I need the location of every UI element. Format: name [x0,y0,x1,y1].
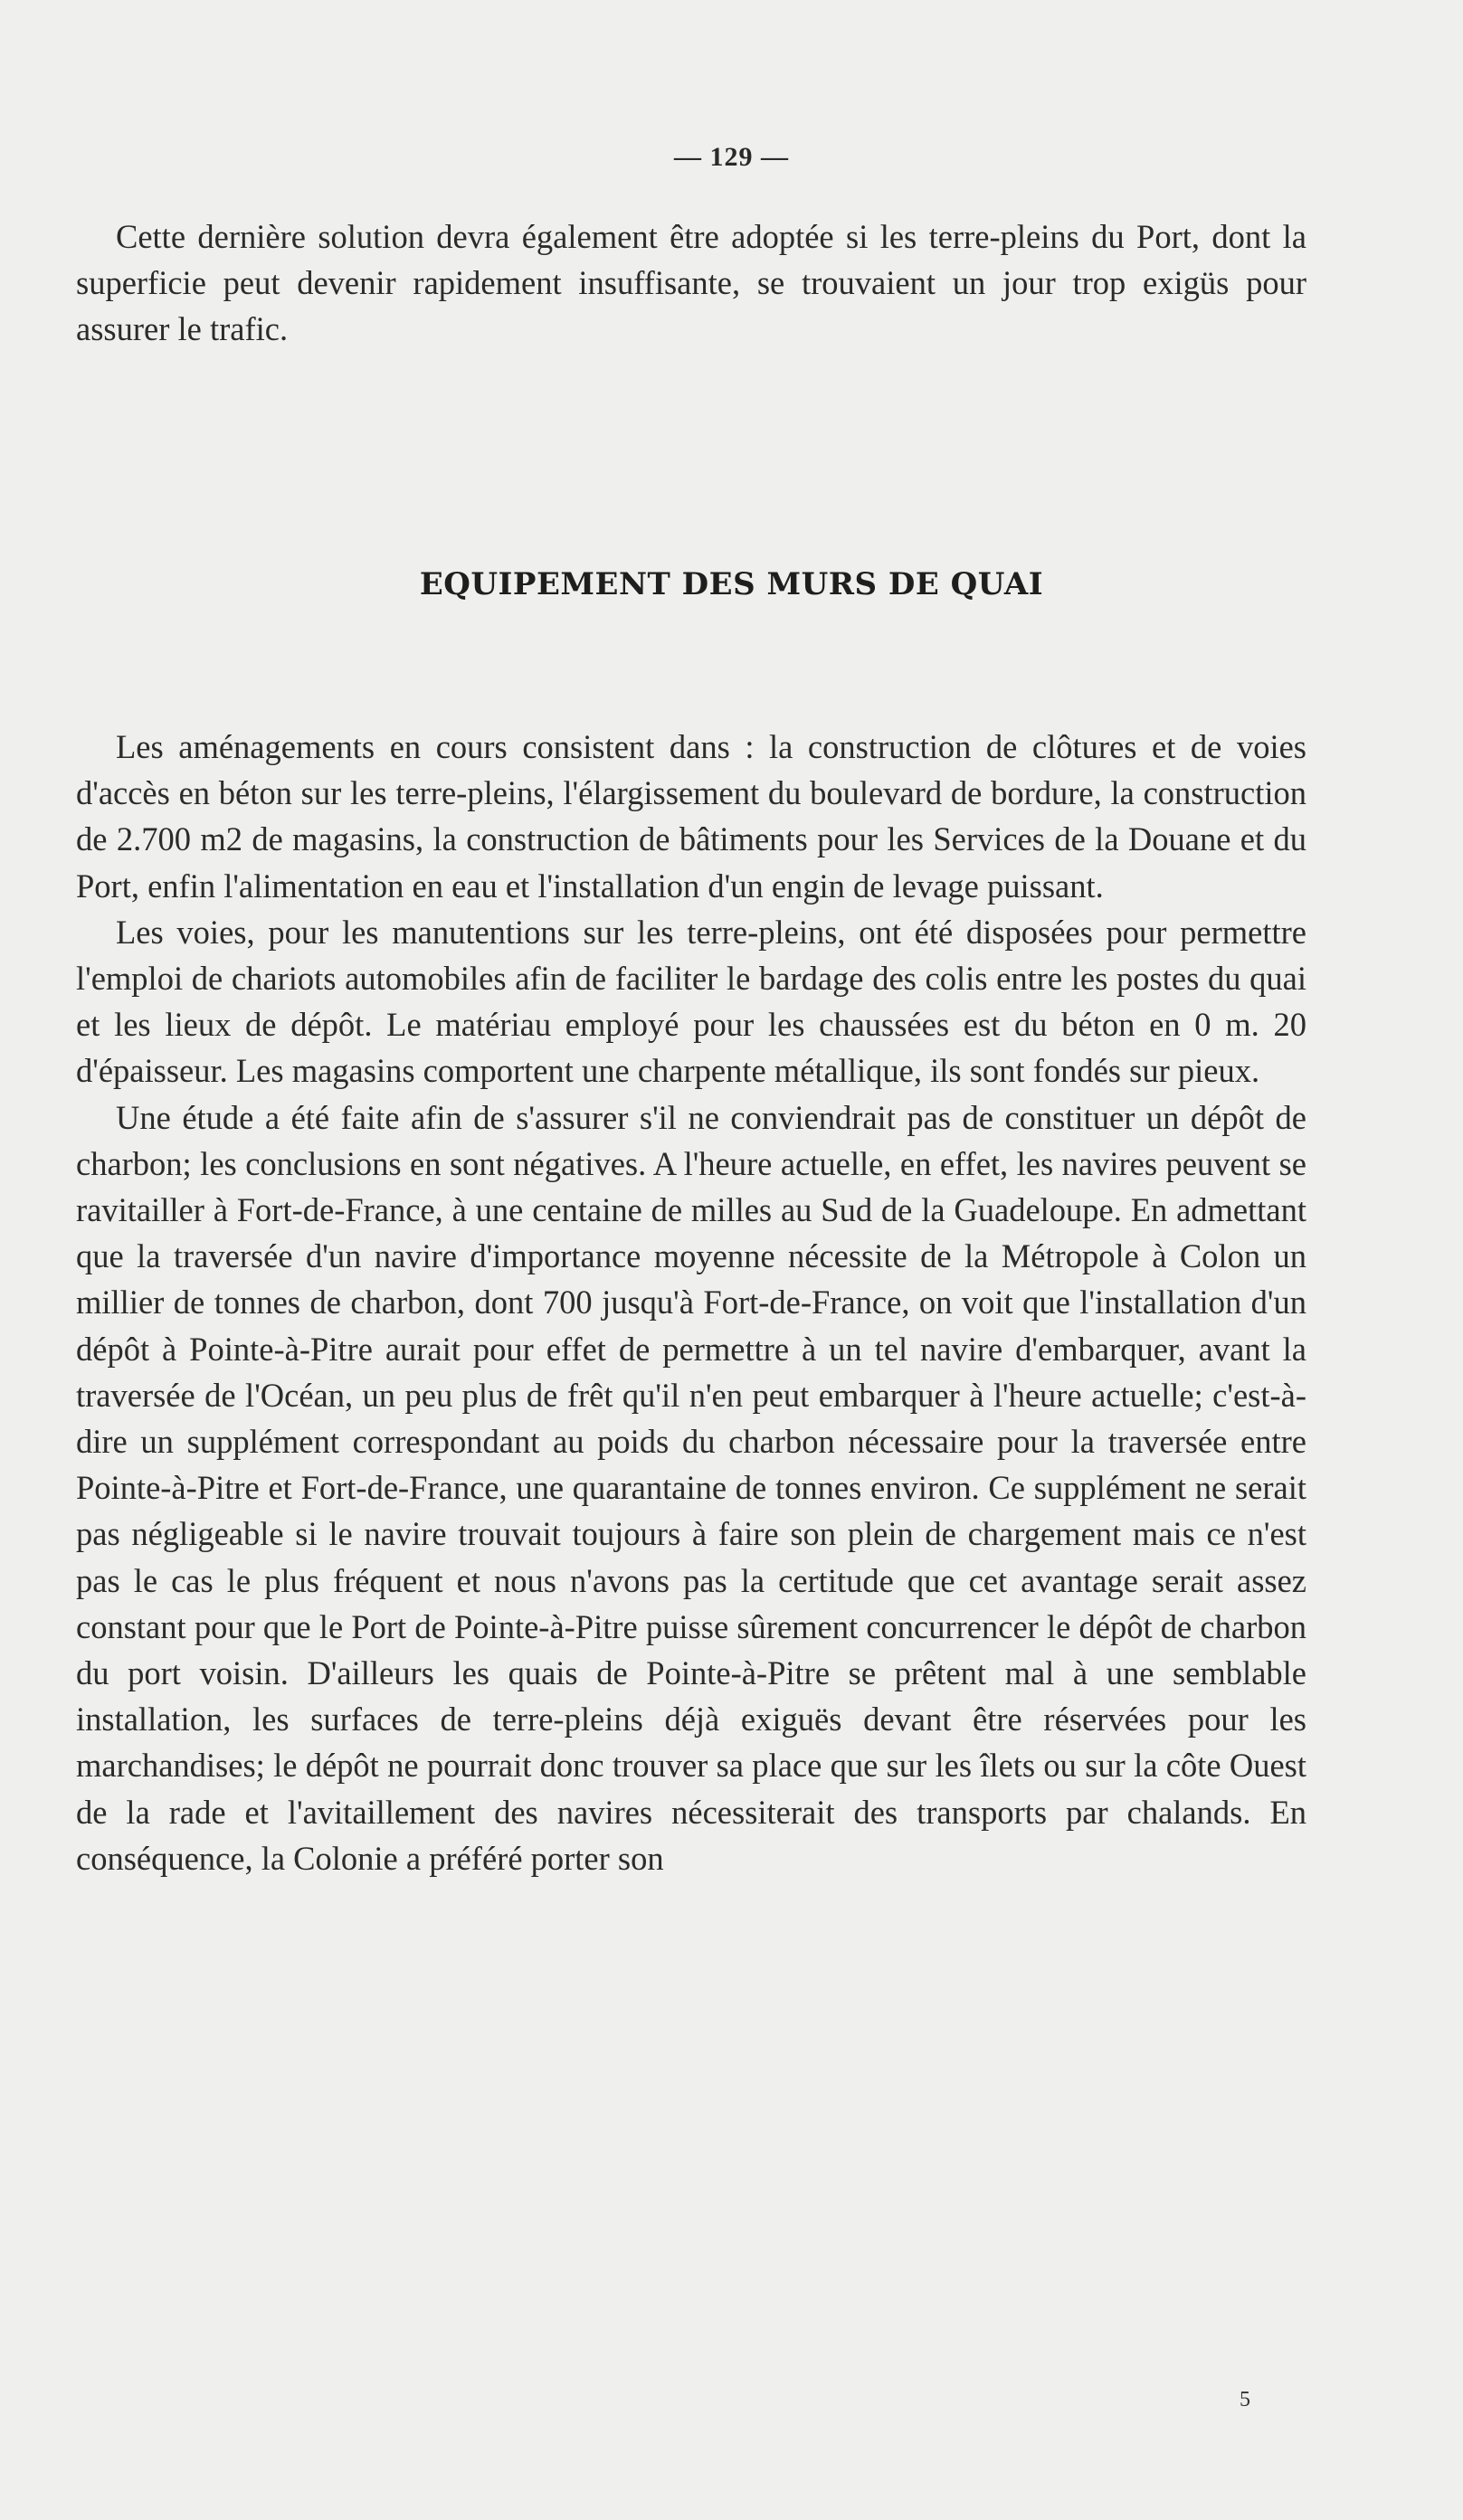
section-body [76,724,1306,1881]
body-paragraph: Une étude a été faite afin de s'assurer s'il ne conviendrait pas de constituer un dépôt de charbon; les conclusions en sont négatives. A l'heure actuelle, en effet, les navires peuvent se ravitailler à Fort-de-France, à une centaine de milles au Sud de la Guadeloupe. En admettant que la traversée d'un navire d'importance moyenne nécessite de la Métropole à Colon un millier de tonnes de charbon, dont 700 jusqu'à Fort-de-France, on voit que l'installation d'un dépôt à Pointe-à-Pitre aurait pour effet de permettre à un tel navire d'embarquer, avant la traversée de l'Océan, un peu plus de frêt qu'il n'en peut embarquer à l'heure actuelle; c'est-à-dire un supplément correspondant au poids du charbon nécessaire pour la traversée entre Pointe-à-Pitre et Fort-de-France, une quarantaine de tonnes environ. Ce supplément ne serait pas négligeable si le navire trouvait toujours à faire son plein de chargement mais ce n'est pas le cas le plus fréquent et nous n'avons pas la certitude que cet avantage serait assez constant pour que le Port de Pointe-à-Pitre puisse sûrement concurrencer le dépôt de charbon du port voisin. D'ailleurs les quais de Pointe-à-Pitre se prêtent mal à une semblable installation, les surfaces de terre-pleins déjà exiguës devant être réservées pour les marchandises; le dépôt ne pourrait donc trouver sa place que sur les îlets ou sur la côte Ouest de la rade et l'avitaillement des navires nécessiterait des transports par chalands. En conséquence, la Colonie a préféré porter son [76,1098,1306,1877]
intro-paragraph: Cette dernière solution devra également être adoptée si les terre-pleins du Port, dont la superficie peut devenir rapidement insuffisante, se trouvaient un jour trop exigüs pour assurer le trafic. [76,218,1306,348]
body-paragraph: Les voies, pour les manutentions sur les terre-pleins, ont été disposées pour permettre l'emploi de chariots automobiles afin de faciliter le bardage des colis entre les postes du quai et les lieux de dépôt. Le matériau employé pour les chaussées est du béton en 0 m. 20 d'épaisseur. Les magasins comportent une charpente métallique, ils sont fondés sur pieux. [76,913,1306,1090]
printer-signature-mark: 5 [1240,2388,1250,2411]
intro-text [76,213,1306,353]
section-heading: EQUIPEMENT DES MURS DE QUAI [419,566,1044,602]
page-number: — 129 — [674,142,789,172]
body-paragraph: Les aménagements en cours consistent dans : la construction de clôtures et de voies d'accès en béton sur les terre-pleins, l'élargissement du boulevard de bordure, la construction de 2.700 m2 de magasins, la construction de bâtiments pour les Services de la Douane et du Port, enfin l'alimentation en eau et l'installation d'un engin de levage puissant. [76,728,1306,905]
